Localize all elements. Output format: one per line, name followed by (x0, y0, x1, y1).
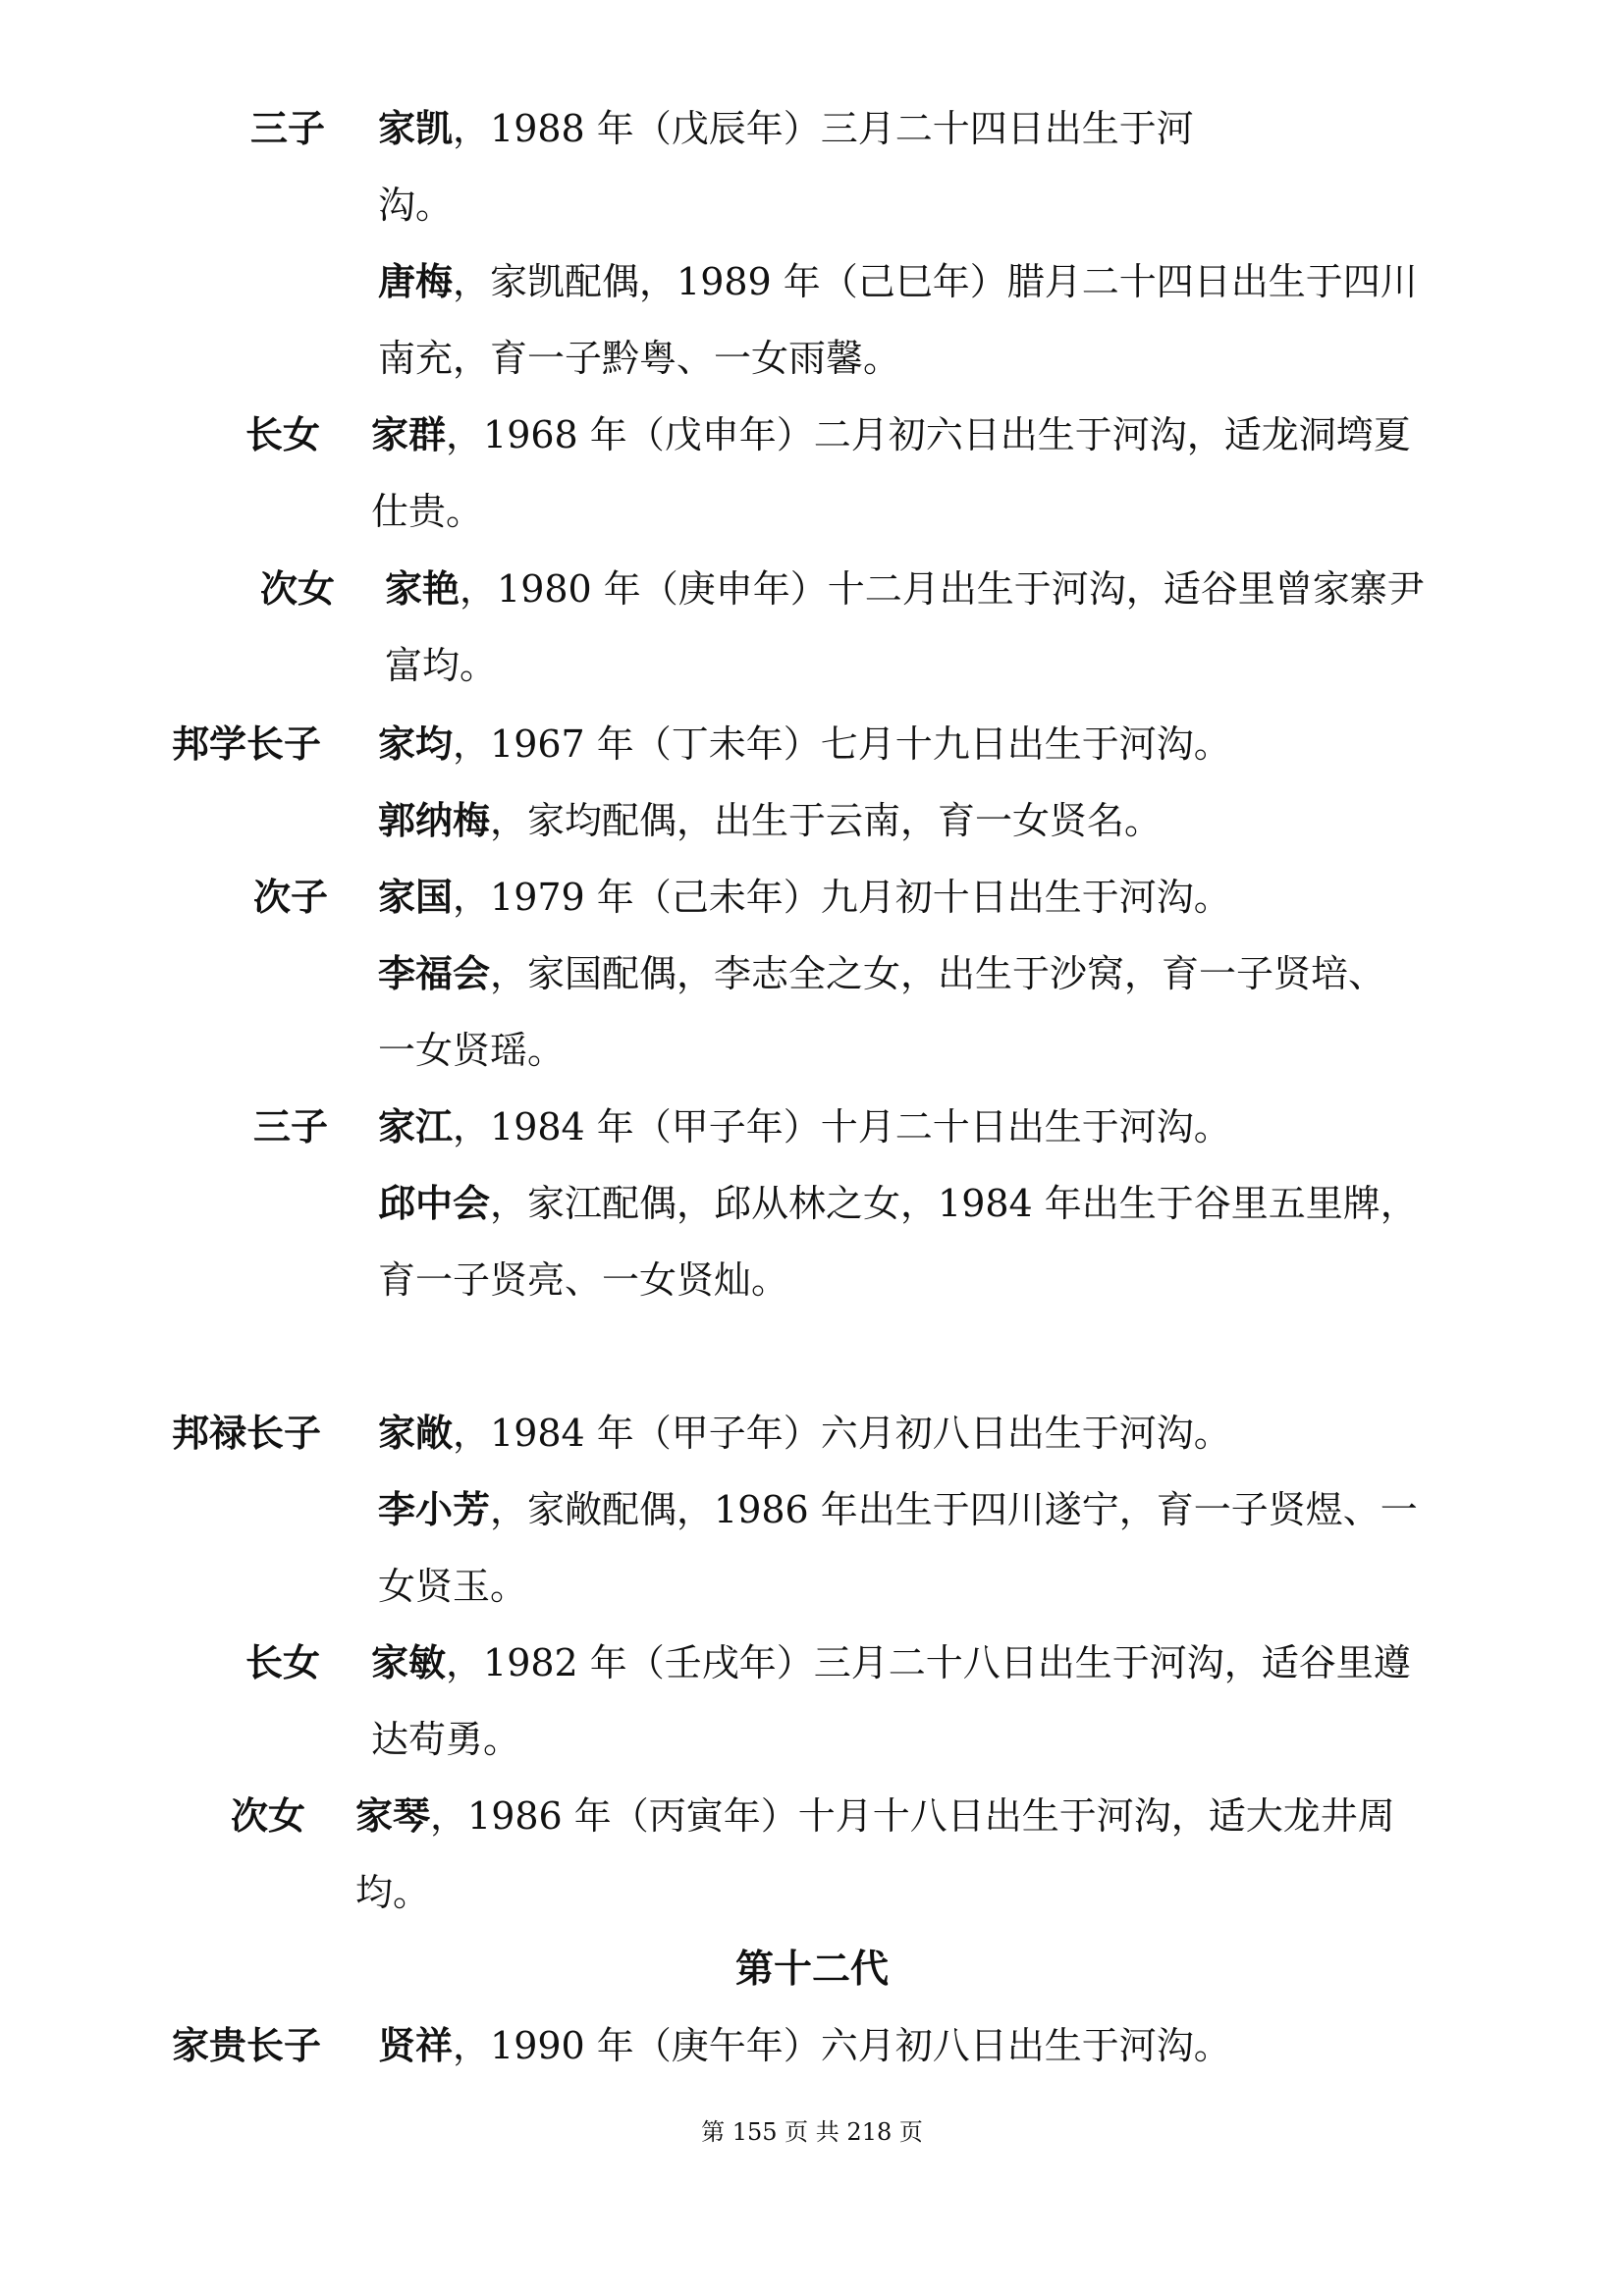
relation-label: 长女 (245, 1640, 321, 1684)
entry-line-continuation (378, 1253, 788, 1308)
entry-text: ，1988 年（戊辰年）三月二十四日出生于河 (453, 107, 1194, 150)
entry-text: ，1979 年（己未年）九月初十日出生于河沟。 (453, 876, 1231, 919)
entry-line (378, 254, 1418, 309)
person-name: 家琴 (355, 1793, 431, 1838)
entry-text: ，家敞配偶，1986 年出生于四川遂宁，育一子贤煜、一 (490, 1488, 1418, 1531)
entry-line (253, 870, 328, 925)
person-name: 邱中会 (378, 1181, 491, 1225)
entry-line (245, 1635, 320, 1690)
person-name: 家国 (378, 875, 454, 919)
person-name: 家敞 (378, 1411, 454, 1455)
entry-line (378, 946, 1385, 1001)
entry-text: ，1990 年（庚午年）六月初八日出生于河沟。 (453, 2024, 1231, 2067)
entry-text: 仕贵。 (371, 490, 484, 533)
entry-line-continuation (378, 1023, 565, 1078)
person-name: 家群 (371, 412, 447, 456)
entry-line-continuation (378, 331, 900, 386)
relation-label: 次女 (260, 566, 336, 611)
entry-text: 富均。 (385, 644, 498, 687)
person-name: 家江 (378, 1104, 454, 1148)
relation-label: 家贵长子 (172, 2023, 322, 2067)
entry-line (172, 1406, 321, 1461)
entry-text: ，家凯配偶，1989 年（己巳年）腊月二十四日出生于四川 (453, 260, 1418, 303)
entry-text: 育一子贤亮、一女贤灿。 (378, 1258, 789, 1302)
entry-line (378, 717, 1231, 772)
entry-line (371, 1635, 1411, 1690)
entry-text: 均。 (355, 1871, 431, 1914)
relation-label: 三子 (253, 1104, 329, 1148)
entry-text: ，1986 年（丙寅年）十月十八日出生于河沟，适大龙井周 (430, 1794, 1395, 1838)
relation-label: 三子 (250, 106, 326, 150)
entry-line (371, 407, 1411, 462)
entry-line-continuation (371, 484, 483, 539)
entry-line (378, 1099, 1231, 1154)
entry-line (231, 1789, 305, 1843)
entry-text: 南充，育一子黔粤、一女雨馨。 (378, 337, 901, 380)
entry-line (378, 101, 1194, 156)
relation-label: 邦禄长子 (172, 1411, 322, 1455)
relation-label: 次女 (231, 1793, 306, 1838)
entry-text: ，1984 年（甲子年）六月初八日出生于河沟。 (453, 1412, 1231, 1455)
entry-line-continuation (378, 178, 453, 233)
entry-line (385, 561, 1425, 616)
person-name: 家艳 (385, 566, 460, 611)
entry-text: ，1967 年（丁未年）七月十九日出生于河沟。 (453, 722, 1231, 766)
entry-line (378, 793, 1162, 848)
entry-text: ，1982 年（壬戌年）三月二十八日出生于河沟，适谷里遵 (446, 1641, 1411, 1684)
entry-line (378, 1176, 1418, 1231)
entry-text: ，1980 年（庚申年）十二月出生于河沟，适谷里曾家寨尹 (460, 567, 1425, 611)
page-footer: 第 155 页 共 218 页 (701, 2118, 923, 2146)
entry-line-continuation (371, 1712, 520, 1767)
relation-label: 邦学长子 (172, 721, 322, 766)
entry-text: ，1968 年（戊申年）二月初六日出生于河沟，适龙洞塆夏 (446, 413, 1411, 456)
entry-line-continuation (378, 1559, 527, 1614)
entry-line (172, 2018, 321, 2073)
person-name: 贤祥 (378, 2023, 454, 2067)
entry-text: 沟。 (378, 184, 454, 227)
entry-line (172, 717, 321, 772)
entry-line (245, 407, 320, 462)
entry-text: ，1984 年（甲子年）十月二十日出生于河沟。 (453, 1105, 1231, 1148)
person-name: 郭纳梅 (378, 798, 491, 842)
entry-text: ，家均配偶，出生于云南，育一女贤名。 (490, 799, 1163, 842)
person-name: 李福会 (378, 951, 491, 995)
entry-text: ，家国配偶，李志全之女，出生于沙窝，育一子贤培、 (490, 952, 1386, 995)
entry-line (378, 1482, 1418, 1537)
person-name: 家凯 (378, 106, 454, 150)
person-name: 家敏 (371, 1640, 447, 1684)
generation-heading: 第十二代 (734, 1947, 889, 1992)
entry-text: 达苟勇。 (371, 1718, 521, 1761)
entry-text: 一女贤瑶。 (378, 1029, 566, 1072)
entry-line (378, 870, 1231, 925)
entry-line (355, 1789, 1395, 1843)
person-name: 唐梅 (378, 259, 454, 303)
entry-line (250, 101, 325, 156)
entry-text: ，家江配偶，邱从林之女，1984 年出生于谷里五里牌， (490, 1182, 1418, 1225)
relation-label: 长女 (245, 412, 321, 456)
entry-line-continuation (385, 638, 497, 693)
person-name: 家均 (378, 721, 454, 766)
entry-line (253, 1099, 328, 1154)
relation-label: 次子 (253, 875, 329, 919)
entry-line (378, 2018, 1231, 2073)
entry-text: 女贤玉。 (378, 1565, 528, 1608)
entry-line-continuation (355, 1865, 430, 1920)
entry-line (260, 561, 335, 616)
person-name: 李小芳 (378, 1487, 491, 1531)
entry-line (378, 1406, 1231, 1461)
